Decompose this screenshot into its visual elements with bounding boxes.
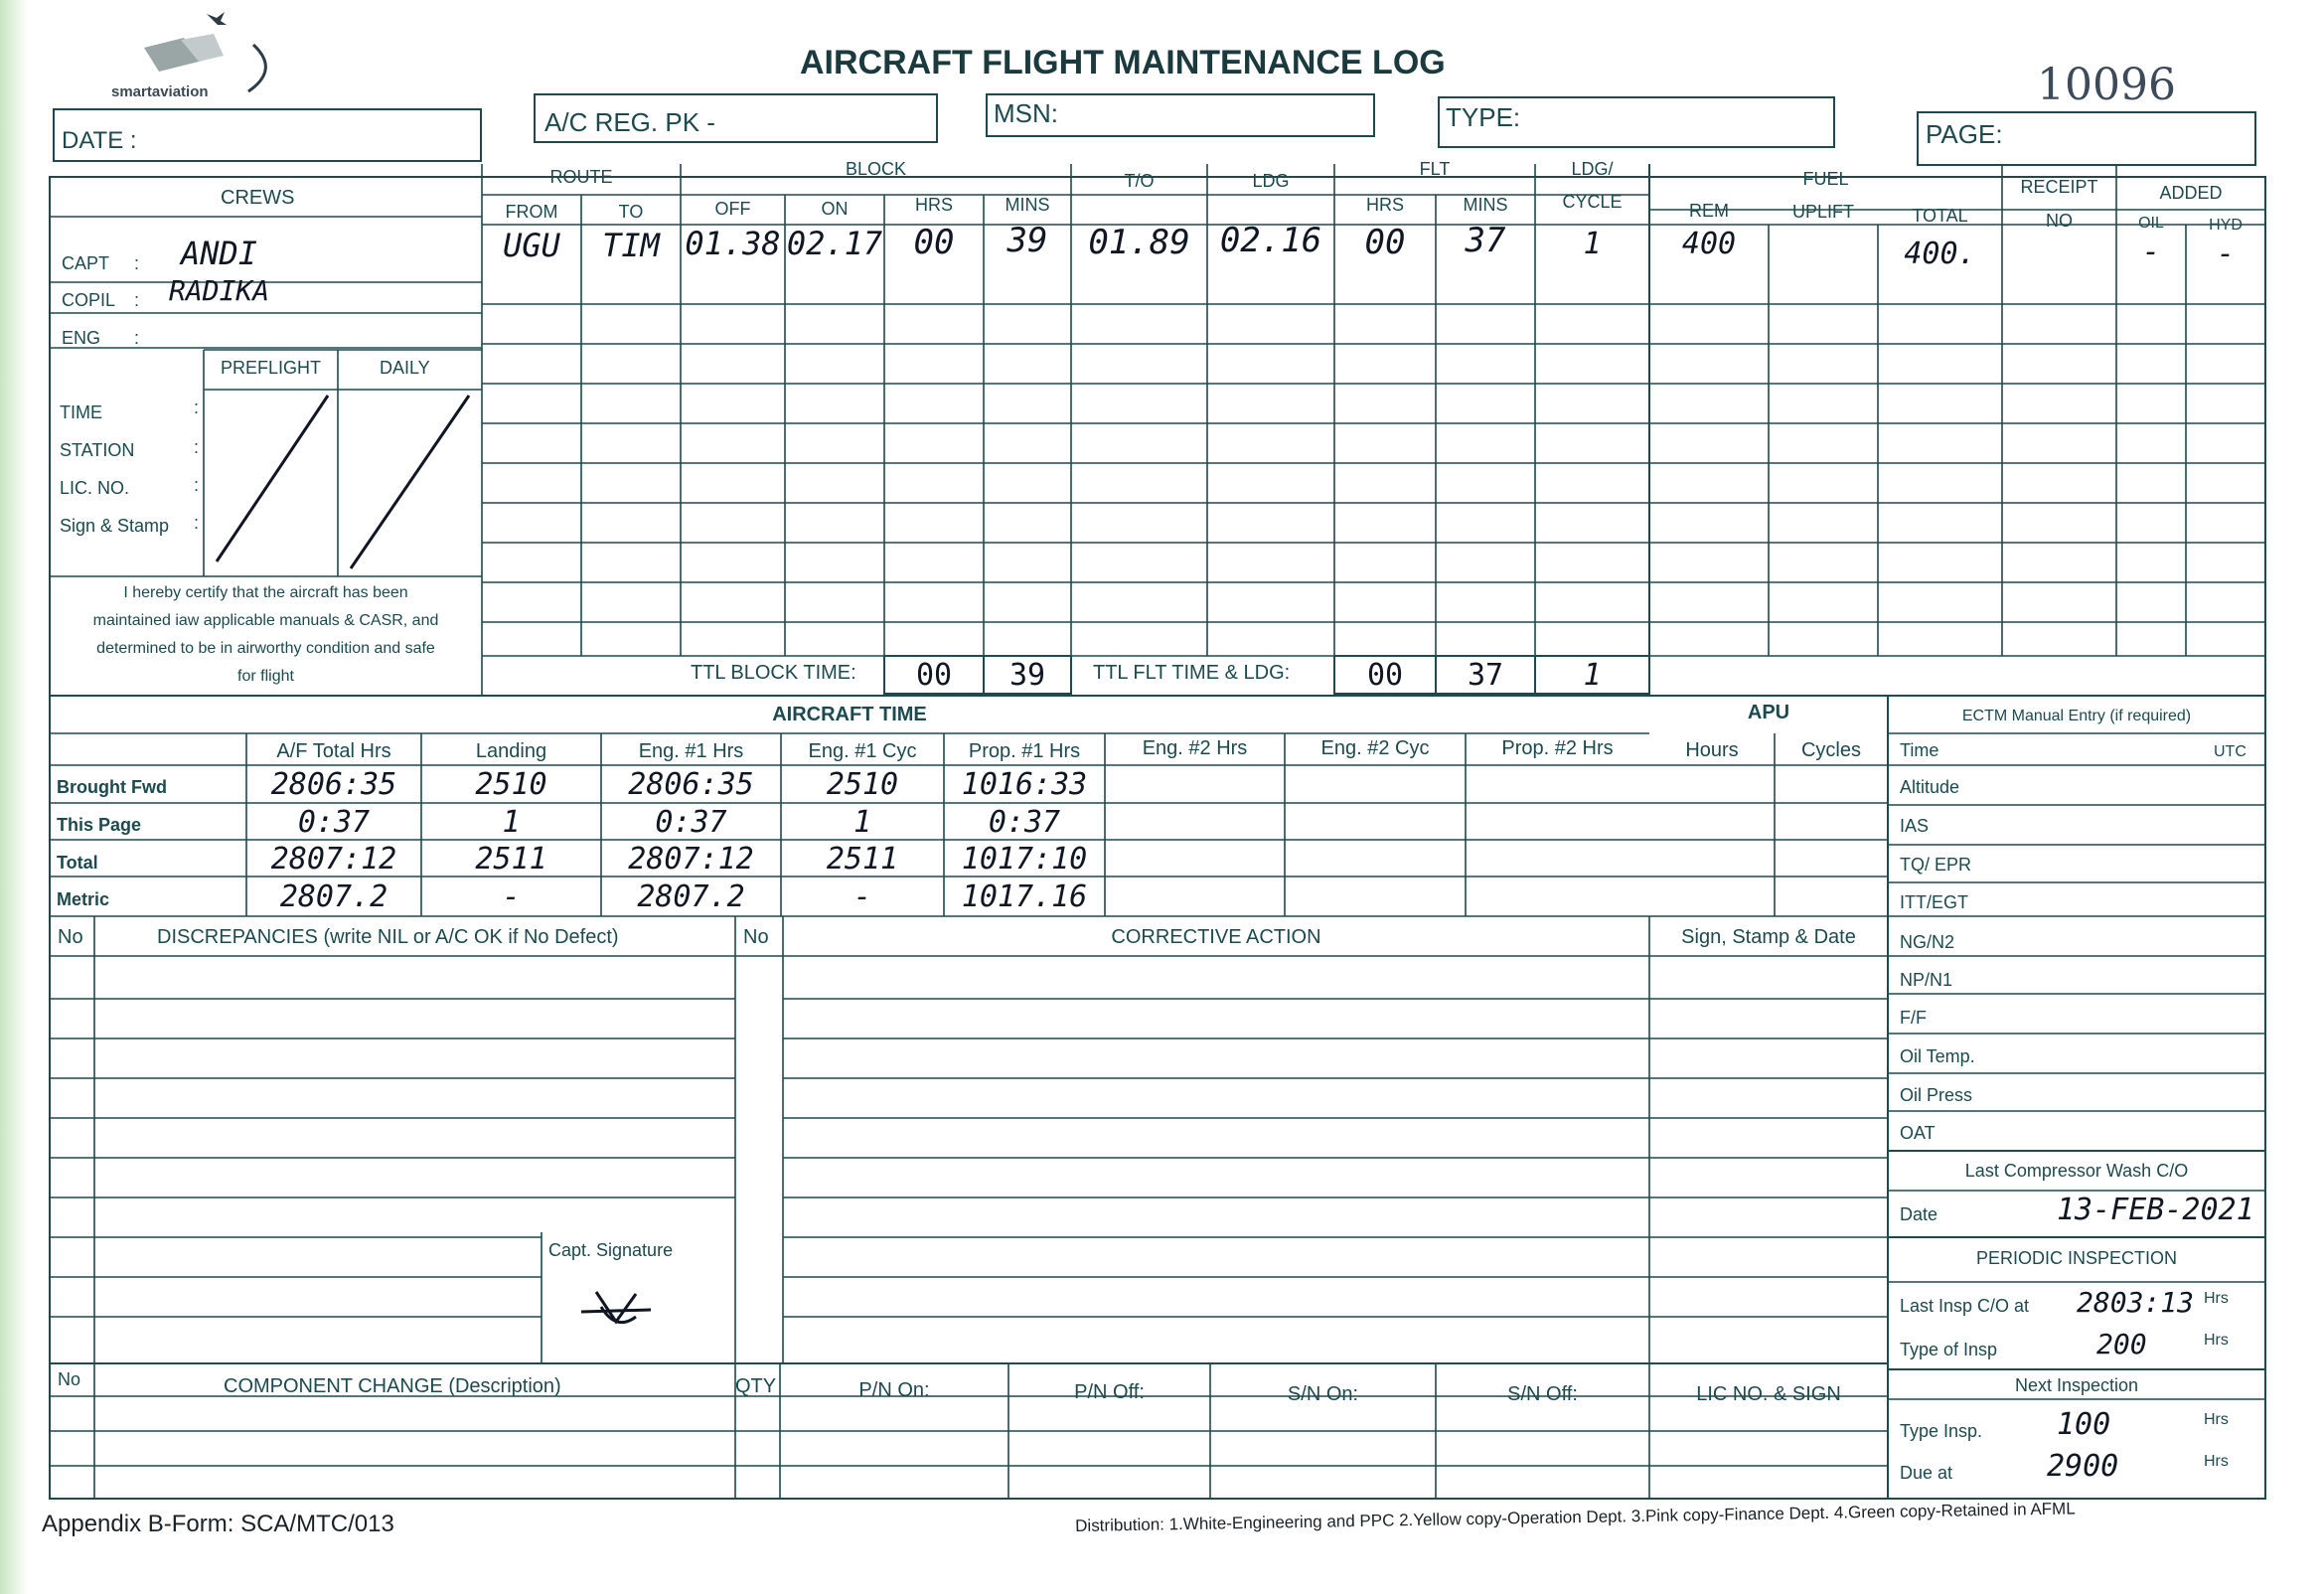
ectm-oil-press: Oil Press	[1900, 1085, 1973, 1105]
tot-prop1-hrs: 1017:10	[961, 842, 1088, 877]
copil-value: RADIKA	[169, 274, 270, 307]
page-title: AIRCRAFT FLIGHT MAINTENANCE LOG	[800, 44, 1446, 81]
compressor-wash-date-value: 13-FEB-2021	[2057, 1193, 2254, 1227]
due-at-label: Due at	[1900, 1463, 1953, 1483]
total-header: TOTAL	[1912, 206, 1968, 226]
last-insp-unit: Hrs	[2204, 1290, 2229, 1307]
row1-off: 01.38	[685, 225, 781, 262]
ectm-ng-n2: NG/N2	[1900, 932, 1955, 952]
row-total: Total	[57, 853, 98, 873]
next-type-value: 100	[2057, 1407, 2111, 1442]
ectm-itt-egt: ITT/EGT	[1900, 892, 1968, 912]
row1-total: 400.	[1904, 237, 1976, 271]
row1-rem: 400	[1681, 227, 1737, 261]
row1-ldg: 02.16	[1219, 221, 1322, 260]
ttl-block-label: TTL BLOCK TIME:	[691, 662, 856, 684]
bf-eng1-hrs: 2806:35	[628, 767, 754, 802]
row1-flt-mins: 37	[1465, 221, 1506, 260]
row1-to-time: 01.89	[1088, 223, 1190, 262]
tp-prop1-hrs: 0:37	[988, 805, 1061, 840]
ectm-np-n1: NP/N1	[1900, 970, 1953, 990]
col-eng2-cyc: Eng. #2 Cyc	[1320, 737, 1430, 759]
disc-no-header: No	[58, 926, 83, 948]
ttl-flt-hrs: 00	[1366, 658, 1404, 693]
ttl-ldg: 1	[1583, 658, 1602, 693]
tot-eng1-hrs: 2807:12	[628, 842, 754, 877]
page-label: PAGE:	[1926, 119, 2003, 149]
logo-text: smartaviation	[111, 83, 209, 100]
row1-hrs: 00	[913, 223, 955, 262]
off-header: OFF	[714, 199, 751, 219]
lic-label: LIC. NO.	[60, 478, 130, 498]
date-label: DATE :	[62, 127, 137, 154]
last-insp-label: Last Insp C/O at	[1900, 1296, 2030, 1316]
capt-value: ANDI	[181, 235, 258, 272]
ectm-oil-temp: Oil Temp.	[1900, 1046, 1975, 1066]
comp-pn-on-header: P/N On:	[858, 1379, 930, 1401]
ectm-altitude: Altitude	[1900, 777, 1960, 797]
next-type-unit: Hrs	[2204, 1411, 2229, 1428]
certify-line4: for flight	[237, 668, 294, 685]
flt-header: FLT	[1419, 159, 1451, 179]
type-insp-label: Type of Insp	[1900, 1340, 1998, 1359]
on-header: ON	[821, 199, 849, 219]
tp-eng1-hrs: 0:37	[655, 805, 727, 840]
copil-label: COPIL	[62, 290, 116, 310]
comp-sn-off-header: S/N Off:	[1507, 1383, 1578, 1405]
added-header: ADDED	[2159, 183, 2223, 203]
row-metric: Metric	[57, 889, 110, 909]
rem-header: REM	[1689, 201, 1729, 221]
comp-qty-header: QTY	[735, 1375, 777, 1397]
uplift-header: UPLIFT	[1791, 202, 1854, 222]
next-insp-title: Next Inspection	[2014, 1375, 2139, 1395]
capt-signature-mark	[581, 1292, 651, 1323]
eng-label: ENG	[62, 328, 101, 348]
row1-hyd: -	[2216, 237, 2236, 271]
corr-title: CORRECTIVE ACTION	[1111, 926, 1321, 948]
flt-hrs-header: HRS	[1365, 195, 1404, 215]
apu-title: APU	[1747, 702, 1790, 723]
fuel-header: FUEL	[1802, 169, 1849, 189]
msn-label: MSN:	[994, 98, 1058, 128]
ttl-flt-mins: 37	[1467, 658, 1504, 693]
tot-eng1-cyc: 2511	[826, 842, 899, 877]
met-eng1-hrs: 2807.2	[637, 879, 745, 914]
row1-flt-hrs: 00	[1364, 223, 1406, 262]
receipt-header-1: RECEIPT	[2020, 177, 2098, 197]
route-header: ROUTE	[549, 167, 613, 187]
comp-sn-on-header: S/N On:	[1287, 1383, 1359, 1405]
tot-af-total: 2807:12	[270, 842, 397, 877]
row1-from: UGU	[503, 227, 560, 264]
time-label: TIME	[60, 402, 102, 422]
apu-cycles-header: Cycles	[1800, 739, 1861, 761]
from-header: FROM	[505, 202, 558, 222]
met-eng1-cyc: -	[852, 879, 872, 914]
bf-af-total: 2806:35	[270, 767, 397, 802]
ldg-header: LDG	[1252, 171, 1290, 191]
daily-label: DAILY	[380, 358, 430, 378]
crews-title: CREWS	[221, 187, 295, 209]
logo-graphic	[144, 12, 265, 91]
certify-line3: determined to be in airworthy condition and safe	[96, 640, 435, 657]
hyd-header: HYD	[2209, 217, 2243, 234]
row1-mins: 39	[1007, 221, 1048, 260]
ectm-tq-epr: TQ/ EPR	[1900, 855, 1972, 875]
ectm-time: Time	[1900, 740, 1939, 760]
type-insp-unit: Hrs	[2204, 1332, 2229, 1349]
to-time-header: T/O	[1124, 171, 1155, 191]
ttl-flt-label: TTL FLT TIME & LDG:	[1093, 662, 1291, 684]
row1-oil: -	[2141, 235, 2161, 269]
certify-line2: maintained iaw applicable manuals & CASR, and	[92, 612, 439, 629]
block-mins-header: MINS	[1005, 195, 1050, 215]
ldg-cycle-header-2: CYCLE	[1562, 192, 1623, 212]
serial-number: 10096	[2037, 60, 2176, 110]
preflight-label: PREFLIGHT	[221, 358, 322, 378]
col-eng1-cyc: Eng. #1 Cyc	[808, 740, 917, 762]
ectm-ias: IAS	[1900, 816, 1930, 836]
form-number: Appendix B-Form: SCA/MTC/013	[42, 1511, 394, 1537]
met-landing: -	[502, 879, 521, 914]
comp-lic-sign-header: LIC NO. & SIGN	[1696, 1383, 1841, 1405]
tp-landing: 1	[502, 805, 521, 840]
due-at-unit: Hrs	[2204, 1453, 2229, 1470]
bf-prop1-hrs: 1016:33	[961, 767, 1088, 802]
sign-stamp-label: Sign & Stamp	[60, 516, 170, 536]
col-prop1-hrs: Prop. #1 Hrs	[968, 740, 1081, 762]
periodic-title: PERIODIC INSPECTION	[1975, 1248, 2178, 1268]
ectm-oat: OAT	[1900, 1123, 1936, 1143]
distribution-note: Distribution: 1.White-Engineering and PPC 2.Yellow copy-Operation Dept. 3.Pink copy-Finance Dept. 4.Green copy-Retained in AFML	[1075, 1499, 2076, 1535]
block-header: BLOCK	[845, 159, 907, 179]
col-eng1-hrs: Eng. #1 Hrs	[638, 740, 744, 762]
flt-mins-header: MINS	[1463, 195, 1508, 215]
capt-signature-label: Capt. Signature	[548, 1240, 674, 1260]
row1-cycle: 1	[1583, 227, 1602, 261]
row-brought-fwd: Brought Fwd	[57, 777, 167, 797]
comp-pn-off-header: P/N Off:	[1074, 1381, 1145, 1403]
col-eng2-hrs: Eng. #2 Hrs	[1142, 737, 1248, 759]
ldg-cycle-header-1: LDG/	[1571, 159, 1614, 179]
ac-reg-label: A/C REG. PK -	[544, 107, 715, 137]
compressor-wash-date-label: Date	[1900, 1204, 1938, 1224]
to-header: TO	[618, 202, 644, 222]
tp-eng1-cyc: 1	[852, 805, 872, 840]
bf-landing: 2510	[475, 767, 547, 802]
sign-stamp-date-header: Sign, Stamp & Date	[1681, 926, 1856, 948]
type-insp-value: 200	[2096, 1328, 2147, 1360]
met-af-total: 2807.2	[279, 879, 388, 914]
compressor-wash-title: Last Compressor Wash C/O	[1964, 1161, 2189, 1181]
ectm-utc: UTC	[2214, 743, 2247, 760]
aircraft-time-title: AIRCRAFT TIME	[772, 704, 927, 725]
apu-hours-header: Hours	[1685, 739, 1739, 761]
certify-line1: I hereby certify that the aircraft has been	[123, 584, 408, 601]
ttl-block-hrs: 00	[915, 658, 953, 693]
type-label: TYPE:	[1446, 102, 1521, 132]
ectm-title: ECTM Manual Entry (if required)	[1961, 708, 2192, 724]
station-label: STATION	[60, 440, 135, 460]
corr-no-header: No	[743, 926, 769, 948]
col-landing: Landing	[475, 740, 547, 762]
tp-af-total: 0:37	[297, 805, 371, 840]
block-hrs-header: HRS	[914, 195, 953, 215]
tot-landing: 2511	[475, 842, 547, 877]
bf-eng1-cyc: 2510	[826, 767, 899, 802]
comp-title: COMPONENT CHANGE (Description)	[224, 1375, 561, 1397]
row1-to: TIM	[602, 227, 660, 264]
comp-no-header: No	[58, 1369, 81, 1389]
row1-on: 02.17	[786, 225, 883, 262]
ectm-ff: F/F	[1900, 1008, 1927, 1028]
next-type-label: Type Insp.	[1900, 1421, 1983, 1441]
col-af-total: A/F Total Hrs	[276, 740, 391, 762]
disc-title: DISCREPANCIES (write NIL or A/C OK if No Defect)	[157, 926, 619, 948]
col-prop2-hrs: Prop. #2 Hrs	[1501, 737, 1614, 759]
receipt-header-2: NO	[2046, 211, 2073, 231]
oil-header: OIL	[2138, 215, 2164, 232]
ttl-block-mins: 39	[1008, 658, 1046, 693]
met-prop1-hrs: 1017.16	[961, 879, 1088, 914]
capt-label: CAPT	[62, 253, 110, 273]
last-insp-value: 2803:13	[2077, 1286, 2195, 1319]
row-this-page: This Page	[57, 815, 142, 835]
due-at-value: 2900	[2047, 1449, 2119, 1484]
